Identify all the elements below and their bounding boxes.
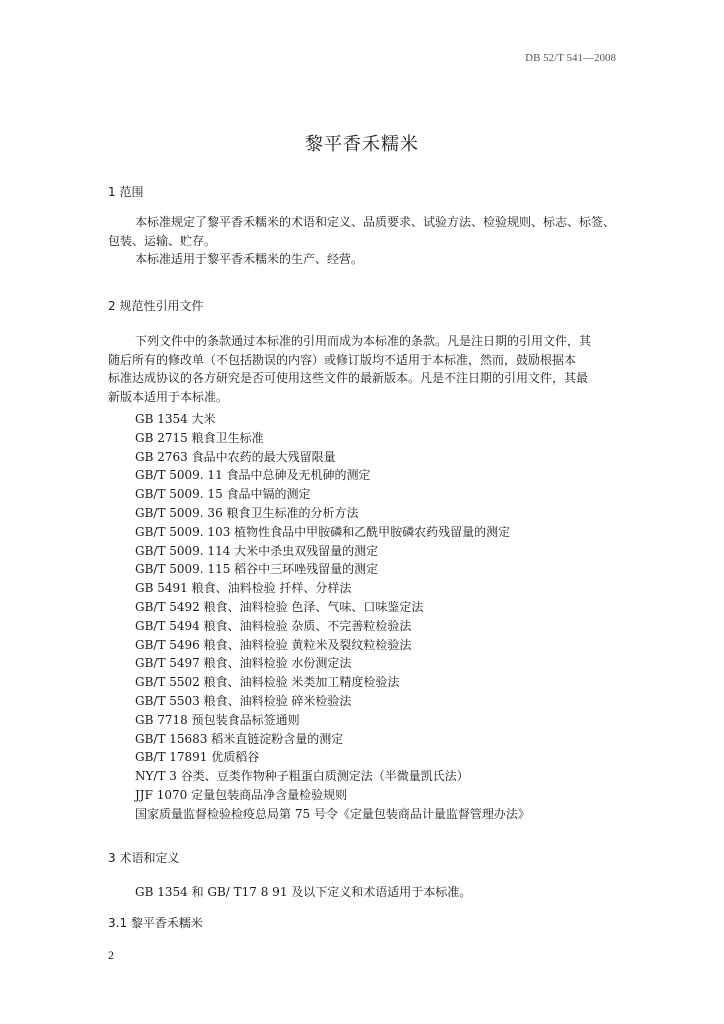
document-title: 黎平香禾糯米 xyxy=(305,134,419,155)
reference-item: GB 5491 粮食、油料检验 扦样、分样法 xyxy=(135,581,352,596)
scope-paragraph xyxy=(108,213,620,269)
intro-line: 随后所有的修改单（不包括勘误的内容）或修订版均不适用于本标准，然而，鼓励根据本 xyxy=(108,352,577,367)
reference-item: GB/T 5492 粮食、油料检验 色泽、气味、口味鉴定法 xyxy=(135,599,424,614)
reference-item: GB 7718 预包装食品标签通则 xyxy=(135,712,300,727)
scope-line: 本标准规定了黎平香禾糯米的术语和定义、品质要求、试验方法、检验规则、标志、标签、 xyxy=(135,215,616,229)
reference-item: NY/T 3 谷类、豆类作物种子粗蛋白质测定法（半微量凯氏法） xyxy=(135,769,469,784)
reference-item: GB/T 15683 稻米直链淀粉含量的测定 xyxy=(135,731,344,746)
intro-line: 标准达成协议的各方研究是否可使用这些文件的最新版本。凡是不注日期的引用文件，其最 xyxy=(108,371,589,385)
reference-item: GB/T 5497 粮食、油料检验 水份测定法 xyxy=(135,656,352,671)
intro-line: 下列文件中的条款通过本标准的引用而成为本标准的条款。凡是注日期的引用文件，其 xyxy=(135,334,592,348)
section-heading-term-3-1: 3.1 黎平香禾糯米 xyxy=(108,916,203,930)
reference-item: GB/T 5009. 115 稻谷中三环唑残留量的测定 xyxy=(135,562,379,577)
reference-item: 国家质量监督检验检疫总局第 75 号令《定量包装商品计量监督管理办法》 xyxy=(135,806,530,821)
reference-item: GB/T 5009. 103 植物性食品中甲胺磷和乙酰甲胺磷农药残留量的测定 xyxy=(135,524,511,539)
reference-item: JJF 1070 定量包装商品净含量检验规则 xyxy=(135,787,348,802)
reference-list xyxy=(135,410,530,824)
reference-item: GB 2763 食品中农药的最大残留限量 xyxy=(135,449,336,464)
reference-item: GB/T 17891 优质稻谷 xyxy=(135,750,260,765)
reference-item: GB 2715 粮食卫生标准 xyxy=(135,430,264,445)
reference-item: GB/T 5502 粮食、油料检验 米类加工精度检验法 xyxy=(135,675,400,690)
page-number: 2 xyxy=(108,948,114,962)
references-intro xyxy=(108,332,620,406)
reference-item: GB/T 5494 粮食、油料检验 杂质、不完善粒检验法 xyxy=(135,618,412,633)
scope-line: 本标准适用于黎平香禾糯米的生产、经营。 xyxy=(135,252,364,266)
terms-line: GB 1354 和 GB/ T17 8 91 及以下定义和术语适用于本标准。 xyxy=(135,885,472,899)
reference-item: GB/T 5503 粮食、油料检验 碎米检验法 xyxy=(135,693,352,708)
section-heading-scope: 1 范围 xyxy=(108,185,144,199)
standard-code: DB 52/T 541—2008 xyxy=(525,52,616,64)
reference-item: GB/T 5496 粮食、油料检验 黄粒米及裂纹粒检验法 xyxy=(135,637,412,652)
terms-paragraph xyxy=(108,883,620,902)
intro-line: 新版本适用于本标准。 xyxy=(108,389,229,404)
reference-item: GB/T 5009. 15 食品中镉的测定 xyxy=(135,487,311,502)
section-heading-terms: 3 术语和定义 xyxy=(108,851,180,865)
reference-item: GB 1354 大米 xyxy=(135,412,216,426)
scope-line: 包装、运输、贮存。 xyxy=(108,233,217,248)
reference-item: GB/T 5009. 11 食品中总砷及无机砷的测定 xyxy=(135,468,371,483)
section-heading-references: 2 规范性引用文件 xyxy=(108,299,204,313)
reference-item: GB/T 5009. 36 粮食卫生标准的分析方法 xyxy=(135,505,359,520)
reference-item: GB/T 5009. 114 大米中杀虫双残留量的测定 xyxy=(135,543,379,558)
